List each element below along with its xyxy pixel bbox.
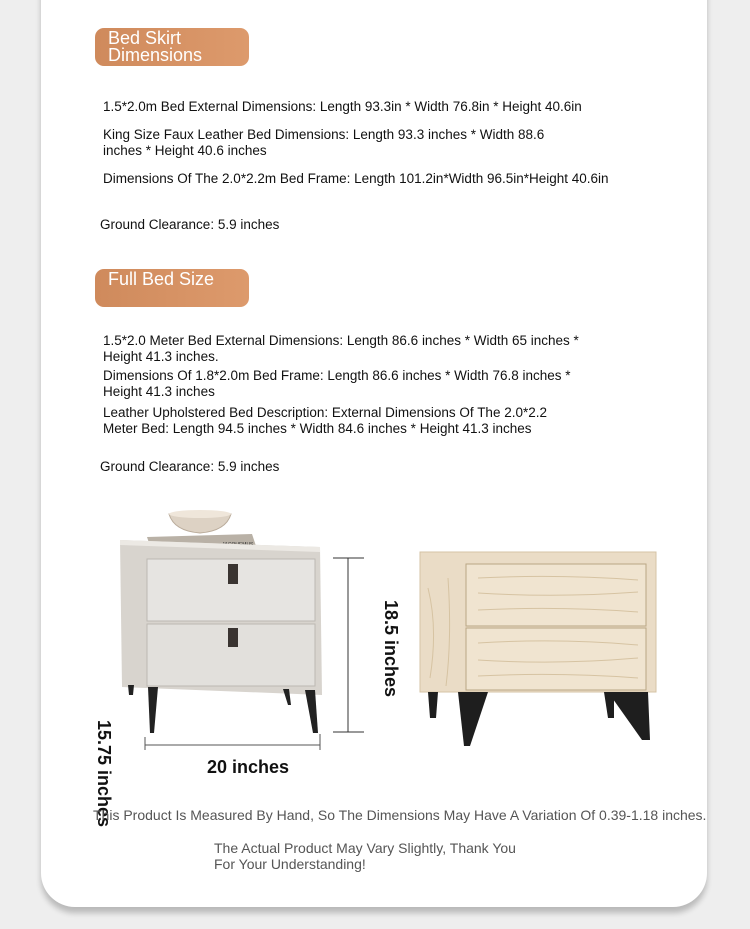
gray-nightstand-image: [100, 505, 340, 750]
width-label: 20 inches: [207, 757, 290, 777]
full-bed-line-3: Leather Upholstered Bed Description: External Dimensions Of The 2.0*2.2 Meter Bed: Length 94.5 inches * Width 84.6 inches * Height 41.3 inches: [103, 405, 547, 436]
full-bed-ground-clearance: Ground Clearance: 5.9 inches: [100, 459, 280, 474]
full-bed-heading: Full Bed Size: [95, 269, 249, 307]
full-bed-line-2: Dimensions Of 1.8*2.0m Bed Frame: Length 86.6 inches * Width 76.8 inches * Height 41.3 inches: [103, 368, 571, 399]
bed-skirt-line-1: 1.5*2.0m Bed External Dimensions: Length 93.3in * Width 76.8in * Height 40.6in: [103, 99, 582, 114]
bed-skirt-line-3: Dimensions Of The 2.0*2.2m Bed Frame: Length 101.2in*Width 96.5in*Height 40.6in: [103, 171, 609, 186]
wood-nightstand-image: [418, 548, 660, 753]
bed-skirt-heading: Bed Skirt Dimensions: [95, 28, 249, 66]
measurement-note: This Product Is Measured By Hand, So The Dimensions May Have A Variation Of 0.39-1.18 inches.: [93, 807, 707, 823]
height-dimension-line: [330, 555, 370, 737]
bed-skirt-ground-clearance: Ground Clearance: 5.9 inches: [100, 217, 280, 232]
full-bed-line-1: 1.5*2.0 Meter Bed External Dimensions: Length 86.6 inches * Width 65 inches * Height 41.3 inches.: [103, 333, 579, 364]
depth-label: 15.75 inches: [94, 720, 114, 828]
variation-note: The Actual Product May Vary Slightly, Thank You For Your Understanding!: [214, 840, 516, 872]
height-label: 18.5 inches: [381, 600, 401, 698]
bed-skirt-line-2: King Size Faux Leather Bed Dimensions: Length 93.3 inches * Width 88.6 inches * Height 40.6 inches: [103, 127, 545, 158]
